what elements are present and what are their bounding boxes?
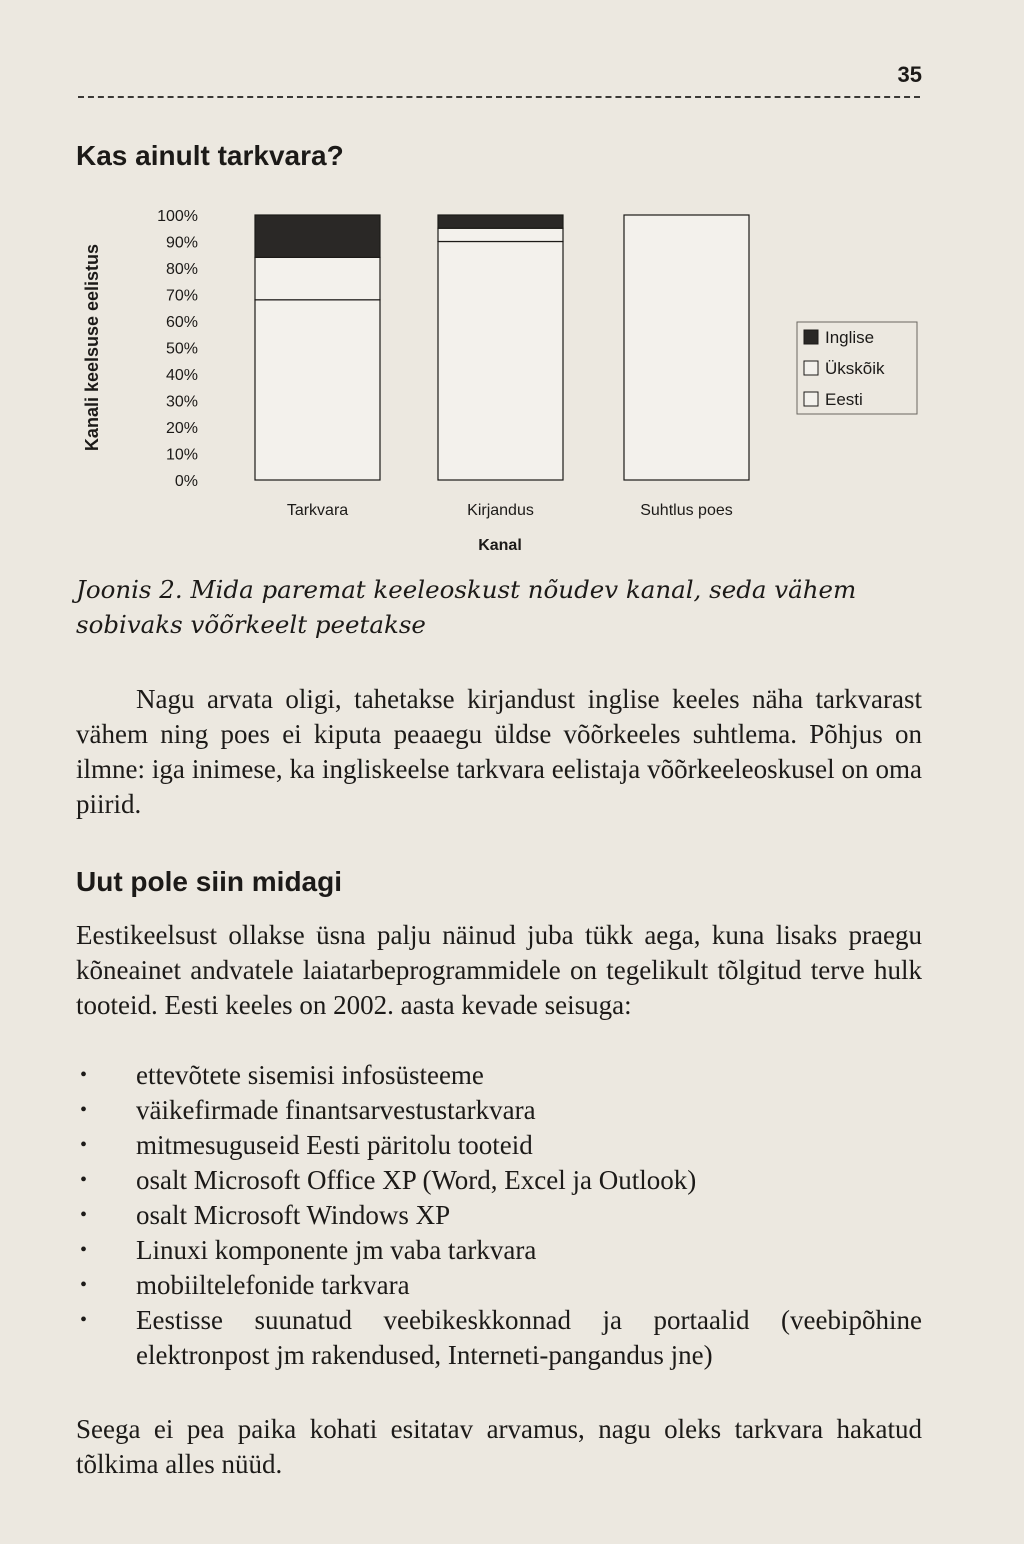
list-item [76,1093,922,1128]
x-axis-title: Kanal [478,537,522,554]
list-item [76,1303,922,1373]
header-rule [78,96,920,98]
x-tick-label: Kirjandus [467,502,534,519]
y-tick-label: 20% [165,420,198,437]
list-item-text: osalt Microsoft Windows XP [136,1200,451,1230]
paragraph-1: Nagu arvata oligi, tahetakse kirjandust inglise keeles näha tarkvarast vähem ning poes ei kiputa peaaegu üldse võõrkeeles suhtlema. Põhjus on ilmne: iga inimese, ka ingliskeelse tarkvara eelistaja võõrkeeleoskusel on oma piirid. [76,684,922,819]
bar-segment-kskik-0 [255,257,380,299]
bullet-icon: • [80,1134,88,1156]
list-item-text: mitmesuguseid Eesti päritolu tooteid [136,1130,533,1160]
x-tick-label: Tarkvara [286,502,349,519]
list-item-text: mobiiltelefonide tarkvara [136,1270,410,1300]
paragraph-2: Eestikeelsust ollakse üsna palju näinud juba tükk aega, kuna lisaks praegu kõneainet andvatele laiatarbeprogrammidele on tegelikult tõlgitud terve hulk tooteid. Eesti keeles on 2002. aasta kevade seisuga: [76,920,922,1020]
bar-segment-kskik-1 [438,228,563,241]
section-heading-kas-ainult-tarkvara: Kas ainult tarkvara? [76,140,344,171]
bar-segment-eesti-1 [438,242,563,481]
section-heading-uut-pole-siin-midagi: Uut pole siin midagi [76,866,343,897]
y-tick-label: 60% [165,314,198,331]
list-item [76,1233,922,1268]
legend-swatch-0 [804,330,818,344]
y-axis-title: Kanali keelsuse eelistus [82,243,102,452]
legend-label: Eesti [825,390,863,409]
list-item-text: Linuxi komponente jm vaba tarkvara [136,1235,537,1265]
list-item-text: ettevõtete sisemisi infosüsteeme [136,1060,484,1090]
bar-segment-inglise-1 [438,215,563,228]
y-tick-label: 80% [165,261,198,278]
list-item [76,1128,922,1163]
bar-segment-inglise-0 [255,215,380,257]
list-item [76,1268,922,1303]
legend-label: Inglise [825,328,875,347]
list-item [76,1163,922,1198]
y-tick-label: 30% [165,393,198,411]
y-tick-label: 0% [174,473,198,490]
y-tick-label: 70% [165,287,198,305]
y-tick-label: 10% [165,446,198,464]
list-item [76,1198,922,1233]
stacked-bar-chart [70,195,930,565]
legend-swatch-1 [804,361,818,375]
page-number: 35 [897,62,922,87]
list-item-text: Eestisse suunatud veebikeskkonnad ja portaalid (veebipõhine elektronpost jm rakendused, Interneti-pangandus jne) [136,1305,922,1370]
figure-caption: Joonis 2. Mida paremat keeleoskust nõudev kanal, seda vähem sobivaks võõrkeelt peetakse [76,575,857,639]
y-tick-label: 50% [165,340,198,358]
paragraph-3: Seega ei pea paika kohati esitatav arvamus, nagu oleks tarkvara hakatud tõlkima alles nüüd. [76,1414,922,1479]
bullet-icon: • [80,1169,88,1191]
list-item-text: osalt Microsoft Office XP (Word, Excel ja Outlook) [136,1165,697,1195]
list-item [76,1058,922,1093]
y-tick-label: 40% [165,367,198,384]
bullet-icon: • [80,1204,88,1226]
bullet-icon: • [80,1099,88,1121]
y-tick-label: 100% [157,208,198,225]
list-item-text: väikefirmade finantsarvestustarkvara [136,1095,536,1125]
bullet-icon: • [80,1064,88,1086]
bullet-icon: • [80,1274,88,1296]
legend-label: Ükskõik [825,359,885,378]
legend-swatch-2 [804,392,818,406]
bar-segment-eesti-2 [624,215,749,480]
bullet-icon: • [80,1239,88,1261]
bar-segment-eesti-0 [255,300,380,480]
bullet-icon: • [80,1309,88,1331]
bullet-list [76,1058,922,1373]
x-tick-label: Suhtlus poes [640,502,733,519]
y-tick-label: 90% [165,234,198,252]
